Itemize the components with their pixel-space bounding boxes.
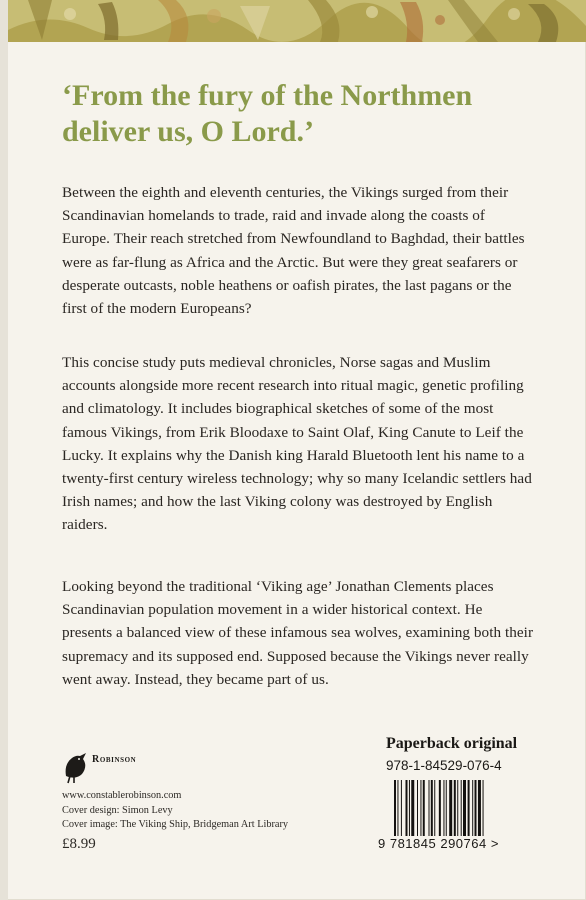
cover-design-credit: Cover design: Simon Levy	[62, 804, 173, 816]
cover-image-credit: Cover image: The Viking Ship, Bridgeman Art Library	[62, 819, 289, 830]
barcode-bar	[472, 780, 473, 836]
bird-icon	[62, 748, 90, 784]
barcode-bar	[454, 780, 456, 836]
blurb-paragraph-3: Looking beyond the traditional ‘Viking age’ Jonathan Clements places Scandinavian population movement in a wider historical context. He presents a balanced view of these infamous sea wolves, examining both their supremacy and its supposed end. Supposed because the Vikings never really went away. Instead, they became part of us.	[62, 578, 534, 688]
barcode-bar	[417, 780, 418, 836]
credits-block	[62, 789, 342, 833]
barcode-bar	[429, 780, 430, 836]
barcode-bar	[434, 780, 435, 836]
quote-line-2: deliver us, O Lord.’	[62, 115, 314, 148]
publisher-name: Robinson	[92, 754, 137, 765]
quote-line-1: ‘From the fury of the Northmen	[62, 79, 473, 112]
barcode-bar	[483, 780, 484, 836]
blurb-paragraph-2: This concise study puts medieval chronicles, Norse sagas and Muslim accounts alongside more recent research into ritual magic, genetic profiling and climatology. It includes biographical sketches of some of the most famous Vikings, from Erik Bloodaxe to Saint Olaf, King Canute to Leif the Lucky. It explains why the Danish king Harald Bluetooth lent his name to a twenty-first century wireless technology; why so many Icelandic settlers had Irish names; and how the last Viking colony was destroyed by English raiders.	[62, 354, 532, 534]
barcode-bar	[443, 780, 444, 836]
price: £8.99	[62, 836, 96, 852]
barcode-bar	[457, 780, 458, 836]
barcode-bar	[468, 780, 470, 836]
publisher-website: www.constablerobinson.com	[62, 790, 182, 801]
barcode-bar	[446, 780, 447, 836]
cover-artwork-strip	[8, 0, 586, 42]
barcode-bar	[431, 780, 433, 836]
publisher-logo	[62, 748, 262, 788]
barcode-bar	[406, 780, 408, 836]
barcode-bar	[463, 780, 466, 836]
barcode-bar	[397, 780, 398, 836]
barcode-bar	[461, 780, 462, 836]
barcode-bar	[409, 780, 410, 836]
barcode-bar	[439, 780, 441, 836]
cover-edge	[0, 0, 8, 900]
barcode	[392, 780, 532, 842]
barcode-bar	[449, 780, 452, 836]
headline-quote	[62, 78, 542, 150]
barcode-bar	[478, 780, 481, 836]
isbn: 978-1-84529-076-4	[386, 758, 502, 773]
barcode-bar	[423, 780, 425, 836]
barcode-bar	[475, 780, 477, 836]
barcode-bar	[401, 780, 402, 836]
barcode-bar	[420, 780, 421, 836]
artwork-illustration	[8, 0, 586, 42]
blurb-paragraph-1: Between the eighth and eleventh centuries, the Vikings surged from their Scandinavian homelands to trade, raid and invade along the coasts of Europe. Their reach stretched from Newfoundland to Baghdad, their battles were as far-flung as Africa and the Arctic. But were they great seafarers or desperate outcasts, noble heathens or oafish pirates, the last pagans or the first of the modern Europeans?	[62, 184, 525, 318]
barcode-bar	[411, 780, 414, 836]
barcode-bar	[394, 780, 396, 836]
edition-label: Paperback original	[386, 735, 518, 752]
barcode-digits: 9 781845 290764 >	[378, 836, 499, 851]
